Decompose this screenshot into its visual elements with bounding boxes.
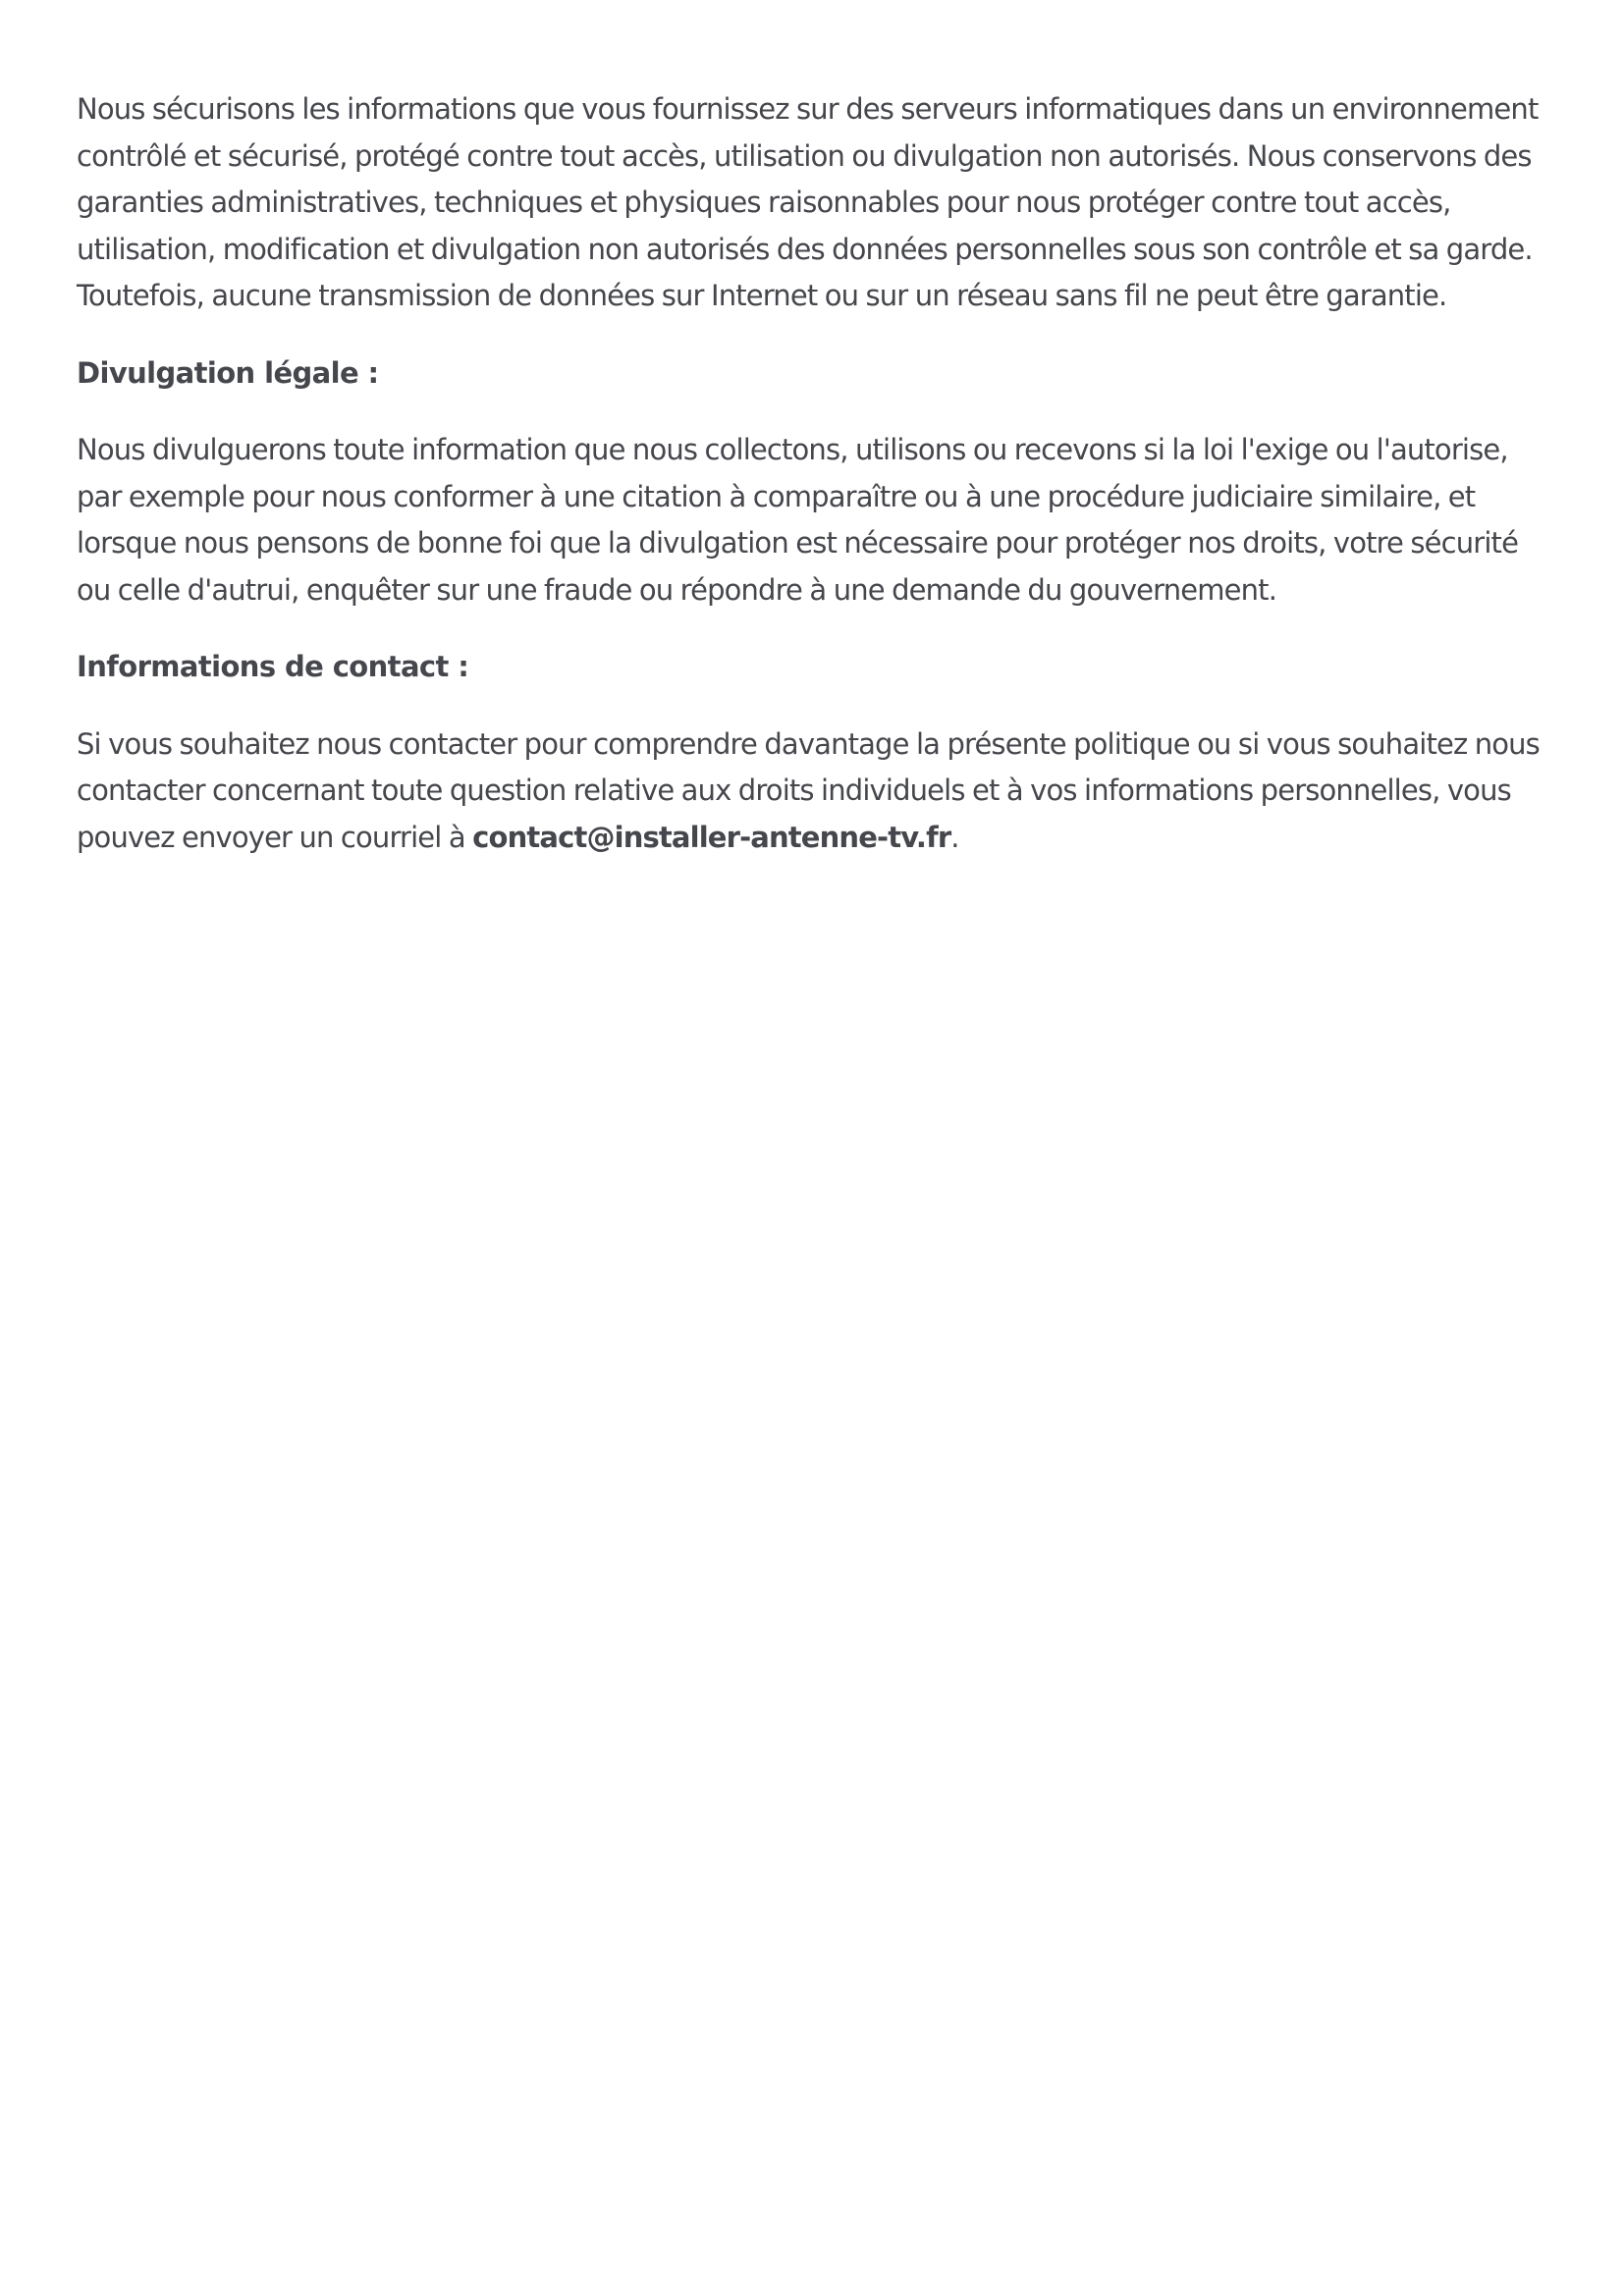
contact-info-paragraph xyxy=(77,721,1547,862)
contact-info-heading: Informations de contact : xyxy=(77,650,469,683)
contact-info-end: . xyxy=(950,820,959,854)
contact-email: contact@installer-antenne-tv.fr xyxy=(472,820,951,854)
security-paragraph: Nous sécurisons les informations que vous fournissez sur des serveurs informatiques dans un environnement contrôlé et sécurisé, protégé contre tout accès, utilisation ou divulgation non autorisés. Nous conservons des garanties administratives, techniques et physiques raisonnables pour nous protéger contre tout accès, utilisation, modification et divulgation non autorisés des données personnelles sous son contrôle et sa garde. Toutefois, aucune transmission de données sur Internet ou sur un réseau sans fil ne peut être garantie. xyxy=(77,92,1539,312)
legal-disclosure-heading: Divulgation légale : xyxy=(77,355,379,390)
contact-info-text: Si vous souhaitez nous contacter pour comprendre davantage la présente politique ou si vous souhaitez nous contacter concernant toute question relative aux droits individuels et à vos informations personnelles, vous pouvez envoyer un courriel à xyxy=(77,726,1540,854)
legal-disclosure-paragraph: Nous divulguerons toute information que nous collectons, utilisons ou recevons si la loi l'exige ou l'autorise, par exemple pour nous conformer à une citation à comparaître ou à une procédure judiciaire similaire, et lorsque nous pensons de bonne foi que la divulgation est nécessaire pour protéger nos droits, votre sécurité ou celle d'autrui, enquêter sur une fraude ou répondre à une demande du gouvernement. xyxy=(77,433,1519,607)
